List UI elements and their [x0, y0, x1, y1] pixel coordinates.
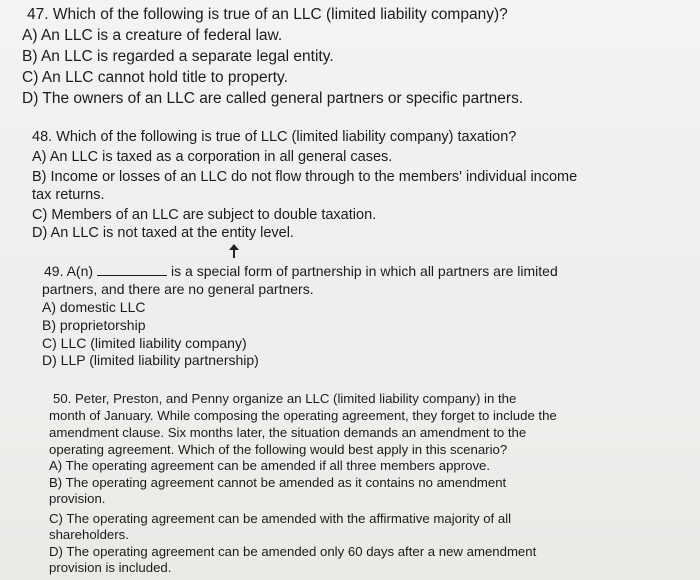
question-49-option-a: A) domestic LLC — [42, 299, 146, 315]
question-47-option-d: D) The owners of an LLC are called general partners or specific partners. — [22, 90, 524, 107]
question-48-stem: 48. Which of the following is true of LLC (limited liability company) taxation? — [32, 129, 517, 145]
question-50-option-d-line1: D) The operating agreement can be amended only 60 days after a new amendment — [49, 544, 537, 559]
question-49-option-b: B) proprietorship — [42, 317, 146, 333]
question-50-stem-line2: month of January. While composing the operating agreement, they forget to include the — [49, 408, 557, 423]
question-48-option-b-line1: B) Income or losses of an LLC do not flow through to the members' individual income — [32, 169, 578, 185]
question-50-option-c-line2: shareholders. — [49, 527, 129, 542]
question-49-option-d: D) LLP (limited liability partnership) — [42, 352, 259, 368]
question-49-stem-line2: partners, and there are no general partners. — [42, 281, 314, 297]
question-48-option-a: A) An LLC is taxed as a corporation in all general cases. — [32, 149, 393, 165]
answer-blank — [97, 264, 167, 276]
question-50-stem-line1: 50. Peter, Preston, and Penny organize an LLC (limited liability company) in the — [53, 391, 517, 406]
question-50-option-c-line1: C) The operating agreement can be amended with the affirmative majority of all — [49, 511, 512, 526]
question-50-stem-line3: amendment clause. Six months later, the situation demands an amendment to the — [49, 425, 527, 440]
question-50-stem-line4: operating agreement. Which of the following would best apply in this scenario? — [49, 442, 508, 457]
question-49-stem-start: 49. A(n) — [44, 263, 94, 279]
question-48-option-b-line2: tax returns. — [32, 187, 105, 203]
cursor-arrow-icon — [228, 244, 240, 258]
question-47-stem: 47. Which of the following is true of an LLC (limited liability company)? — [27, 6, 508, 23]
question-48-option-d: D) An LLC is not taxed at the entity level. — [32, 225, 294, 241]
question-50-option-b-line1: B) The operating agreement cannot be amended as it contains no amendment — [49, 475, 507, 490]
question-50-option-d-line2: provision is included. — [49, 560, 172, 575]
question-48-option-c: C) Members of an LLC are subject to double taxation. — [32, 207, 377, 223]
question-47-option-b: B) An LLC is regarded a separate legal entity. — [22, 48, 334, 65]
question-47-option-a: A) An LLC is a creature of federal law. — [22, 27, 283, 44]
question-47-option-c: C) An LLC cannot hold title to property. — [22, 69, 288, 86]
question-49-stem — [44, 263, 558, 279]
question-50-option-b-line2: provision. — [49, 491, 106, 506]
question-49-option-c: C) LLC (limited liability company) — [42, 335, 247, 351]
question-50-option-a: A) The operating agreement can be amended if all three members approve. — [49, 458, 491, 473]
question-49-stem-end: is a special form of partnership in which all partners are limited — [171, 263, 558, 279]
